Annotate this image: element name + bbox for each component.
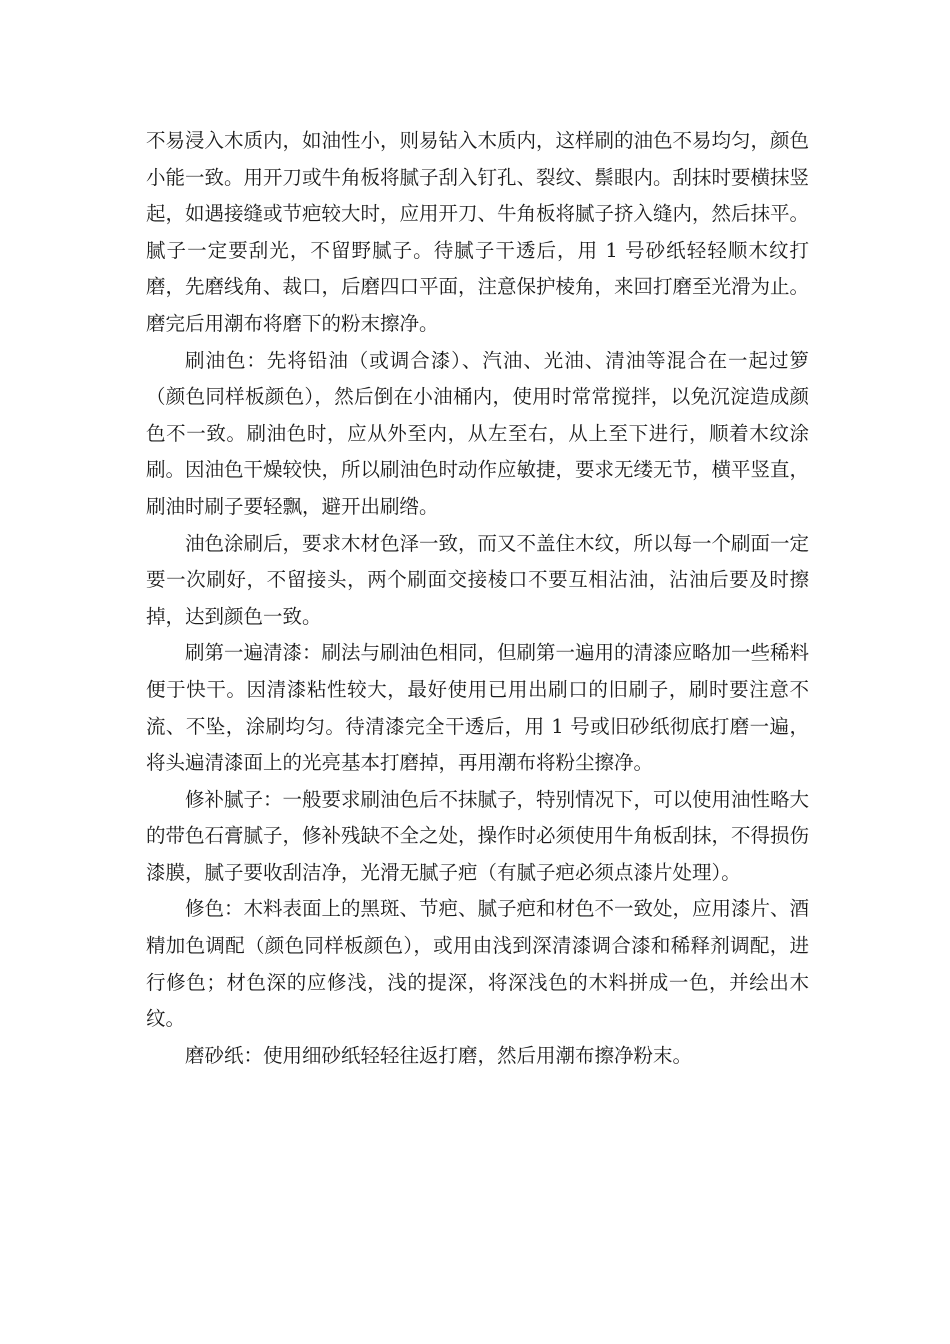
- paragraph-sanding: 磨砂纸：使用细砂纸轻轻往返打磨，然后用潮布擦净粉末。: [185, 1043, 693, 1067]
- paragraph-color-correction: 修色：木料表面上的黑斑、节疤、腻子疤和材色不一致处，应用漆片、酒精加色调配（颜色同样板颜色），或用由浅到深清漆调合漆和稀释剂调配，进行修色；材色深的应修浅，浅的提深，将深浅色的木料拼成一色，并绘出木纹。: [146, 897, 810, 1031]
- paragraph-after-oil-color: 油色涂刷后，要求木材色泽一致，而又不盖住木纹，所以每一个刷面一定要一次刷好，不留接头，两个刷面交接棱口不要互相沾油，沾油后要及时擦掉，达到颜色一致。: [146, 531, 810, 628]
- document-body: [146, 123, 809, 1074]
- paragraph-repair-putty: 修补腻子：一般要求刷油色后不抹腻子，特别情况下，可以使用油性略大的带色石膏腻子，修补残缺不全之处，操作时必须使用牛角板刮抹，不得损伤漆膜，腻子要收刮洁净，光滑无腻子疤（有腻子疤必须点漆片处理）。: [146, 787, 810, 884]
- paragraph-brush-oil-color: 刷油色：先将铅油（或调合漆）、汽油、光油、清油等混合在一起过箩（颜色同样板颜色），然后倒在小油桶内，使用时常常搅拌，以免沉淀造成颜色不一致。刷油色时，应从外至内，从左至右，从上至下进行，顺着木纹涂刷。因油色干燥较快，所以刷油色时动作应敏捷，要求无缕无节，横平竖直，刷油时刷子要轻飘，避开出刷绺。: [146, 348, 810, 518]
- paragraph-continuation: 不易浸入木质内，如油性小，则易钻入木质内，这样刷的油色不易均匀，颜色小能一致。用开刀或牛角板将腻子刮入钉孔、裂纹、鬃眼内。刮抹时要横抹竖起，如遇接缝或节疤较大时，应用开刀、牛角板将腻子挤入缝内，然后抹平。腻子一定要刮光，不留野腻子。待腻子干透后，用 1 号砂纸轻轻顺木纹打磨，先磨线角、裁口，后磨四口平面，注意保护棱角，来回打磨至光滑为止。磨完后用潮布将磨下的粉末擦净。: [146, 129, 810, 335]
- paragraph-first-varnish-coat: 刷第一遍清漆：刷法与刷油色相同，但刷第一遍用的清漆应略加一些稀料便于快干。因清漆粘性较大，最好使用已用出刷口的旧刷子，刷时要注意不流、不坠，涂刷均匀。待清漆完全干透后，用 1 号或旧砂纸彻底打磨一遍，将头遍清漆面上的光亮基本打磨掉，再用潮布将粉尘擦净。: [146, 641, 810, 775]
